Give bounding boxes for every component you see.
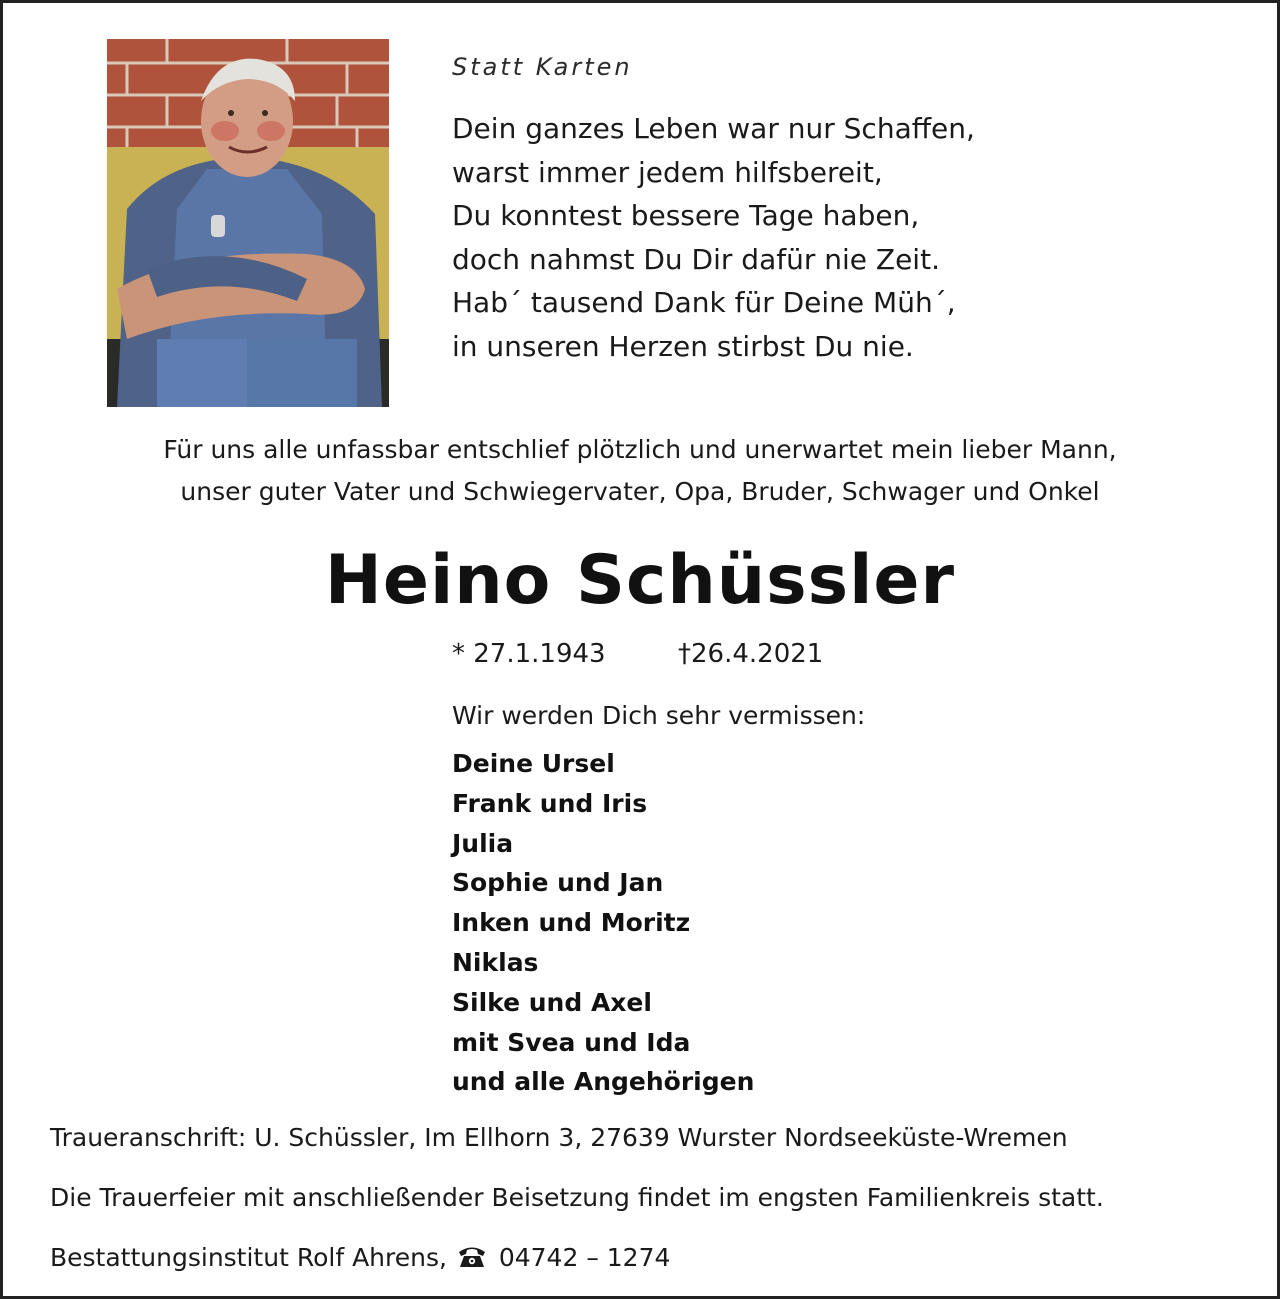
death-date: †26.4.2021 (678, 639, 824, 669)
list-item: Inken und Moritz (452, 908, 691, 938)
portrait-photo (107, 39, 389, 407)
list-item: mit Svea und Ida (452, 1027, 691, 1057)
list-item: Niklas (452, 947, 539, 977)
memorial-poem (452, 107, 1172, 369)
poem-line: Du konntest bessere Tage haben, (452, 199, 920, 233)
poem-line: Hab´ tausend Dank für Deine Müh´, (452, 286, 956, 320)
announcement-text (3, 429, 1277, 513)
list-item: Sophie und Jan (452, 868, 664, 898)
undertaker-phone: 04742 – 1274 (498, 1243, 671, 1272)
poem-line: warst immer jedem hilfsbereit, (452, 155, 883, 189)
mourning-address: Traueranschrift: U. Schüssler, Im Ellhorn 3, 27639 Wurster Nordseeküste-Wremen (50, 1123, 1068, 1152)
poem-line: Dein ganzes Leben war nur Schaffen, (452, 112, 975, 145)
undertaker-name: Bestattungsinstitut Rolf Ahrens, (50, 1243, 447, 1272)
mourners-list (452, 744, 754, 1102)
poem-line: doch nahmst Du Dir dafür nie Zeit. (452, 242, 940, 276)
undertaker-info (50, 1243, 670, 1274)
ceremony-note: Die Trauerfeier mit anschließender Beisetzung findet im engsten Familienkreis statt. (50, 1183, 1104, 1212)
list-item: Frank und Iris (452, 788, 648, 818)
announcement-line: Für uns alle unfassbar entschlief plötzlich und unerwartet mein lieber Mann, (163, 435, 1117, 464)
birth-date: * 27.1.1943 (452, 639, 606, 669)
list-item: und alle Angehörigen (452, 1067, 755, 1097)
announcement-line: unser guter Vater und Schwiegervater, Opa, Bruder, Schwager und Onkel (180, 477, 1100, 506)
mourners-intro: Wir werden Dich sehr vermissen: (452, 701, 866, 730)
list-item: Julia (452, 828, 514, 858)
poem-line: in unseren Herzen stirbst Du nie. (452, 329, 914, 363)
statt-karten-heading: Statt Karten (452, 53, 633, 81)
list-item: Deine Ursel (452, 749, 615, 778)
telephone-icon (457, 1244, 487, 1274)
list-item: Silke und Axel (452, 987, 652, 1017)
deceased-name: Heino Schüssler (324, 541, 956, 620)
